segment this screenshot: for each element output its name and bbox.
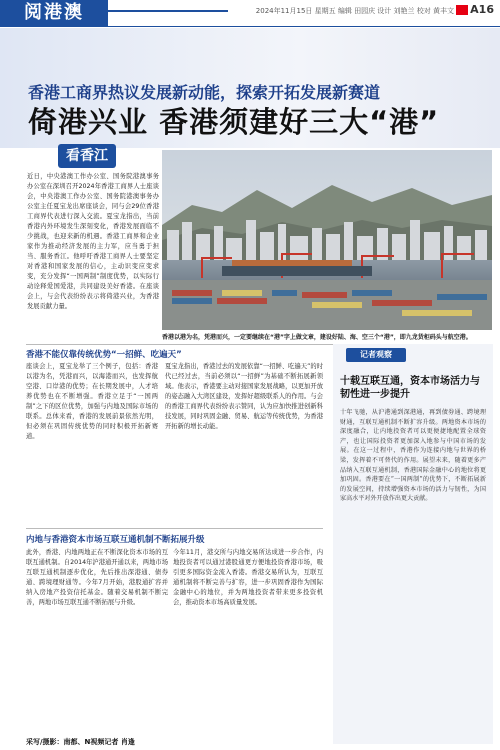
headline-title: 倚港兴业 香港须建好三大“港”	[28, 105, 440, 139]
header-badge	[456, 5, 468, 15]
section-heading: 香港不能仅靠传统优势“一招鲜、吃遍天”	[26, 350, 182, 360]
harbour-photo	[162, 150, 492, 330]
issue-meta: 2024年11月15日 星期五 编辑 田园庆 设计 刘艳兰 校对 黄丰文	[255, 7, 454, 15]
article-column: 今年11月，港交所与内地交易所达成进一步合作，内地投资者可以通过港股通更方便地投资香港市场，吸引更多国际资金流入香港。香港交易所认为，互联互通机制将不断完善与扩容，进一步巩固香港作为国际金融中心的地位，并为两地投资者带来更多投资机会，推动资本市场高质量发展。	[173, 549, 323, 606]
sidebar-text: 十年飞驰，从沪港通到深港通，再到债券通、跨境理财通，互联互通机制不断扩容升级。两地资本市场的深度融合，让内地投资者可以更便捷地配置全球资产，也让国际投资者更加深入地参与中国市场的发展。在这一过程中，香港作为连接内地与世界的桥梁，发挥着不可替代的作用。展望未来，随着更多产品纳入互联互通机制，香港国际金融中心的地位将更加巩固。香港要在“一国两制”的优势下，不断拓展新的发展空间，持续增强资本市场的活力与韧性，为国家高水平对外开放作出更大贡献。	[340, 409, 486, 503]
sidebar-label: 记者观察	[346, 348, 406, 362]
header-decoration	[108, 10, 228, 12]
article-column: 座谈会上，夏宝龙举了三个例子，包括：香港以港为名，凭港而兴，以海港而兴，也发挥航空港、口岸港的优势；在长期发展中，人才培养优势也在不断增强。香港立足于“一国两制”之下的区位优势，加强与内地及国际市场的联系。总体来看，香港的发展前景依然光明，但必须在巩固传统优势的同时积极开拓新赛道。	[26, 363, 158, 440]
intro-paragraph: 近日，中央港澳工作办公室、国务院港澳事务办公室在深圳召开2024年香港工商界人士座谈会，中央港澳工作办公室、国务院港澳事务办公室主任夏宝龙出席座谈会，同与会29位香港工商界代表进行深入交流。夏宝龙指出，当前香港内外环境发生深刻变化，香港发展面临不少挑战，也迎来新的机遇。香港工商界和企业家作为推动经济发展的主力军，应当勇于担当、服务香江。他呼吁香港工商界人士要坚定对香港和国家发展的信心，主动识变应变求变，充分发挥“一国两制”制度优势，以实际行动诠释爱国爱港，共同建设美好香港。在座谈会上，与会代表纷纷表示将倚港兴业，为香港发展贡献力量。	[27, 173, 159, 310]
section-logo: 阅港澳	[0, 0, 108, 26]
page-number: A16	[470, 3, 494, 16]
article-column: 此外，香港、内地两地正在不断深化资本市场的互联互通机制。自2014年沪港通开通以来，两地市场互联互通机制逐步优化，先后推出深港通、债券通、跨境理财通等。今年7月开始，港股通扩容并纳入房地产投资信托基金。随着交易机制不断完善，两地市场互联互通不断拓展与升级。	[26, 549, 168, 606]
divider	[26, 528, 323, 529]
article-column: 夏宝龙指出，香港过去的发展依靠“一招鲜、吃遍天”的时代已经过去，当前必须以“一招鲜”为基础不断拓展新领域。他表示，香港要主动对接国家发展战略，以更加开放的姿态融入大湾区建设，发挥好超级联系人的作用。与会的香港工商界代表纷纷表示赞同，认为应加快推进创新科技发展，同时巩固金融、贸易、航运等传统优势，为香港开拓新的增长动能。	[165, 363, 323, 430]
byline: 采写/摄影：南都、N视频记者 肖逢	[26, 738, 135, 746]
photo-caption: 香港以港为名，凭港而兴，一定要继续在“港”字上做文章，建设好陆、海、空三个“港”，即九龙货柜码头与航空港。	[162, 334, 472, 341]
sidebar-panel	[333, 344, 493, 744]
column-label: 看香江	[58, 144, 116, 168]
sidebar-title: 十载互联互通，资本市场活力与韧性进一步提升	[340, 376, 480, 400]
section-heading: 内地与香港资本市场互联互通机制不断拓展升级	[26, 535, 205, 545]
headline-subtitle: 香港工商界热议发展新动能，探索开拓发展新赛道	[28, 83, 381, 102]
header-rule	[0, 26, 500, 27]
